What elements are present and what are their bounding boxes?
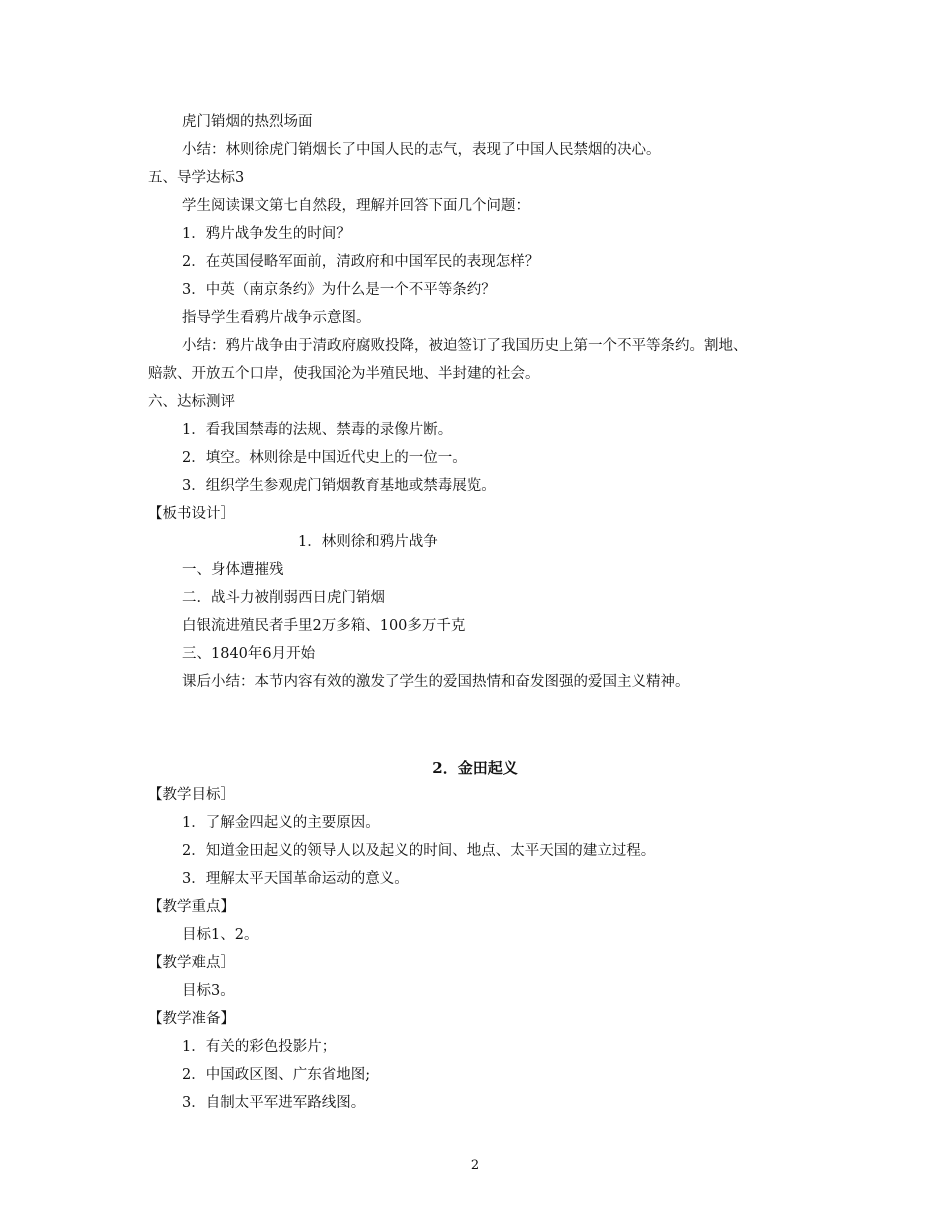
summary-line: 小结：鸦片战争由于清政府腐败投降，被迫签订了我国历史上第一个不平等条约。割地、 <box>182 338 748 354</box>
section-heading: 【教学目标］ <box>148 787 235 803</box>
text-line: 目标1、2。 <box>182 927 259 943</box>
section-heading: 【教学准备】 <box>148 1011 235 1027</box>
lesson-title: 2．金田起义 <box>432 759 518 777</box>
test-item: 1．看我国禁毒的法规、禁毒的录像片断。 <box>182 422 453 438</box>
question-item: 3．中英（南京条约》为什么是一个不平等条约？ <box>182 282 496 298</box>
section-heading: 五、导学达标3 <box>148 170 245 186</box>
summary-line: 小结：林则徐虎门销烟长了中国人民的志气，表现了中国人民禁烟的决心。 <box>182 142 661 158</box>
section-heading: 六、达标测评 <box>148 394 235 410</box>
prep-item: 2．中国政区图、广东省地图; <box>182 1067 371 1083</box>
question-item: 1．鸦片战争发生的时间？ <box>182 226 351 242</box>
goal-item: 2．知道金田起义的领导人以及起义的时间、地点、太平天国的建立过程。 <box>182 843 656 859</box>
board-line: 二．战斗力被削弱西日虎门销烟 <box>182 590 385 606</box>
goal-item: 3．理解太平天国革命运动的意义。 <box>182 871 409 887</box>
after-class-summary: 课后小结：本节内容有效的激发了学生的爱国热情和奋发图强的爱国主义精神。 <box>182 674 690 690</box>
board-title: 1．林则徐和鸦片战争 <box>298 534 438 550</box>
board-line: 白银流进殖民者手里2万多箱、100多万千克 <box>182 618 466 634</box>
board-line: 三、1840年6月开始 <box>182 646 316 662</box>
board-line: 一、身体遭摧残 <box>182 562 284 578</box>
test-item: 2．填空。林则徐是中国近代史上的一位一。 <box>182 450 467 466</box>
section-heading: 【板书设计］ <box>148 506 235 522</box>
summary-line-cont: 赔款、开放五个口岸，使我国沦为半殖民地、半封建的社会。 <box>148 366 540 382</box>
text-line: 目标3。 <box>182 983 235 999</box>
section-heading: 【教学重点】 <box>148 899 235 915</box>
text-line: 指导学生看鸦片战争示意图。 <box>182 310 371 326</box>
goal-item: 1．了解金四起义的主要原因。 <box>182 815 380 831</box>
page-number: 2 <box>470 1158 480 1173</box>
prep-item: 3．自制太平军进军路线图。 <box>182 1095 366 1111</box>
test-item: 3．组织学生参观虎门销烟教育基地或禁毒展览。 <box>182 478 496 494</box>
question-item: 2．在英国侵略军面前，清政府和中国军民的表现怎样？ <box>182 254 540 270</box>
text-line: 学生阅读课文第七自然段，理解并回答下面几个问题： <box>182 198 530 214</box>
prep-item: 1．有关的彩色投影片； <box>182 1039 337 1055</box>
text-line: 虎门销烟的热烈场面 <box>182 114 313 130</box>
section-heading: 【教学难点］ <box>148 955 235 971</box>
